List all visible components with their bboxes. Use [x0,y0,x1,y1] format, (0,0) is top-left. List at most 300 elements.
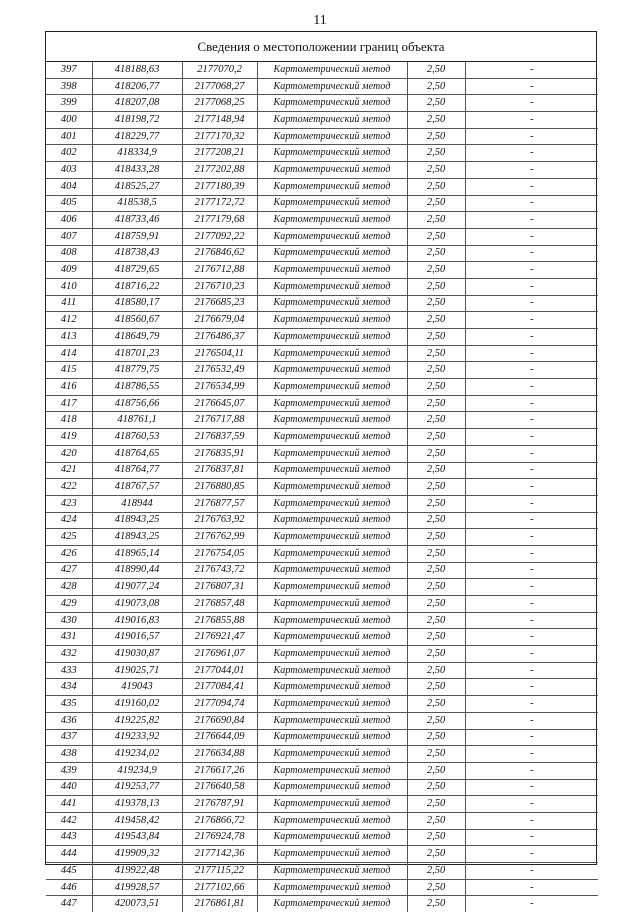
table-row [46,529,598,546]
x-coordinate-cell: 418943,25 [92,529,182,546]
point-number-cell: 439 [46,762,92,779]
table-row [46,879,598,896]
accuracy-cell: 2,50 [407,312,465,329]
x-coordinate-cell: 418729,65 [92,262,182,279]
x-coordinate-cell: 419234,9 [92,762,182,779]
x-coordinate-cell: 418580,17 [92,295,182,312]
accuracy-cell: 2,50 [407,512,465,529]
method-cell: Картометрический метод [257,562,407,579]
y-coordinate-cell: 2176504,11 [182,345,257,362]
coordinates-table [46,62,598,912]
accuracy-cell: 2,50 [407,712,465,729]
accuracy-cell: 2,50 [407,112,465,129]
accuracy-cell: 2,50 [407,362,465,379]
x-coordinate-cell: 419073,08 [92,596,182,613]
method-cell: Картометрический метод [257,412,407,429]
table-row [46,712,598,729]
y-coordinate-cell: 2176837,81 [182,462,257,479]
point-number-cell: 440 [46,779,92,796]
accuracy-cell: 2,50 [407,145,465,162]
note-cell: - [465,796,598,813]
note-cell: - [465,495,598,512]
y-coordinate-cell: 2176924,78 [182,829,257,846]
accuracy-cell: 2,50 [407,278,465,295]
method-cell: Картометрический метод [257,295,407,312]
point-number-cell: 416 [46,379,92,396]
y-coordinate-cell: 2176866,72 [182,812,257,829]
note-cell: - [465,162,598,179]
note-cell: - [465,445,598,462]
point-number-cell: 399 [46,95,92,112]
table-row [46,162,598,179]
point-number-cell: 420 [46,445,92,462]
accuracy-cell: 2,50 [407,195,465,212]
method-cell: Картометрический метод [257,312,407,329]
x-coordinate-cell: 418761,1 [92,412,182,429]
table-row [46,112,598,129]
table-row [46,145,598,162]
accuracy-cell: 2,50 [407,596,465,613]
table-row [46,245,598,262]
method-cell: Картометрический метод [257,195,407,212]
table-row [46,429,598,446]
table-row [46,579,598,596]
x-coordinate-cell: 420073,51 [92,896,182,912]
table-row [46,495,598,512]
note-cell: - [465,562,598,579]
table-row [46,629,598,646]
method-cell: Картометрический метод [257,696,407,713]
y-coordinate-cell: 2177102,66 [182,879,257,896]
note-cell: - [465,362,598,379]
note-cell: - [465,462,598,479]
point-number-cell: 425 [46,529,92,546]
x-coordinate-cell: 418786,55 [92,379,182,396]
note-cell: - [465,646,598,663]
method-cell: Картометрический метод [257,162,407,179]
point-number-cell: 444 [46,846,92,863]
point-number-cell: 410 [46,278,92,295]
note-cell: - [465,112,598,129]
accuracy-cell: 2,50 [407,245,465,262]
method-cell: Картометрический метод [257,245,407,262]
table-row [46,746,598,763]
point-number-cell: 419 [46,429,92,446]
note-cell: - [465,128,598,145]
x-coordinate-cell: 419016,57 [92,629,182,646]
note-cell: - [465,696,598,713]
method-cell: Картометрический метод [257,112,407,129]
method-cell: Картометрический метод [257,646,407,663]
y-coordinate-cell: 2176787,91 [182,796,257,813]
method-cell: Картометрический метод [257,95,407,112]
x-coordinate-cell: 418944 [92,495,182,512]
x-coordinate-cell: 419543,84 [92,829,182,846]
table-row [46,262,598,279]
x-coordinate-cell: 418759,91 [92,228,182,245]
table-row [46,562,598,579]
x-coordinate-cell: 418188,63 [92,62,182,78]
method-cell: Картометрический метод [257,762,407,779]
accuracy-cell: 2,50 [407,262,465,279]
accuracy-cell: 2,50 [407,62,465,78]
table-row [46,812,598,829]
note-cell: - [465,712,598,729]
y-coordinate-cell: 2177202,88 [182,162,257,179]
y-coordinate-cell: 2177142,36 [182,846,257,863]
table-row [46,479,598,496]
coordinates-table-frame [45,31,597,910]
point-number-cell: 402 [46,145,92,162]
method-cell: Картометрический метод [257,629,407,646]
y-coordinate-cell: 2176861,81 [182,896,257,912]
table-row [46,846,598,863]
y-coordinate-cell: 2176679,04 [182,312,257,329]
note-cell: - [465,662,598,679]
table-body [46,62,598,912]
y-coordinate-cell: 2176877,57 [182,495,257,512]
x-coordinate-cell: 418198,72 [92,112,182,129]
accuracy-cell: 2,50 [407,529,465,546]
table-row [46,228,598,245]
accuracy-cell: 2,50 [407,479,465,496]
x-coordinate-cell: 419458,42 [92,812,182,829]
y-coordinate-cell: 2176807,31 [182,579,257,596]
accuracy-cell: 2,50 [407,746,465,763]
y-coordinate-cell: 2177068,27 [182,78,257,95]
point-number-cell: 434 [46,679,92,696]
note-cell: - [465,312,598,329]
method-cell: Картометрический метод [257,879,407,896]
point-number-cell: 421 [46,462,92,479]
table-row [46,696,598,713]
note-cell: - [465,679,598,696]
x-coordinate-cell: 418764,65 [92,445,182,462]
table-title: Сведения о местоположении границ объекта [46,32,596,62]
accuracy-cell: 2,50 [407,162,465,179]
point-number-cell: 435 [46,696,92,713]
method-cell: Картометрический метод [257,495,407,512]
note-cell: - [465,278,598,295]
accuracy-cell: 2,50 [407,128,465,145]
y-coordinate-cell: 2176835,91 [182,445,257,462]
y-coordinate-cell: 2176961,07 [182,646,257,663]
table-row [46,178,598,195]
note-cell: - [465,879,598,896]
y-coordinate-cell: 2176644,09 [182,729,257,746]
table-row [46,762,598,779]
note-cell: - [465,262,598,279]
method-cell: Картометрический метод [257,545,407,562]
point-number-cell: 401 [46,128,92,145]
table-row [46,379,598,396]
table-row [46,295,598,312]
x-coordinate-cell: 419030,87 [92,646,182,663]
table-row [46,278,598,295]
x-coordinate-cell: 418943,25 [92,512,182,529]
y-coordinate-cell: 2177172,72 [182,195,257,212]
point-number-cell: 412 [46,312,92,329]
point-number-cell: 437 [46,729,92,746]
accuracy-cell: 2,50 [407,395,465,412]
note-cell: - [465,846,598,863]
note-cell: - [465,145,598,162]
table-row [46,545,598,562]
note-cell: - [465,729,598,746]
method-cell: Картометрический метод [257,429,407,446]
point-number-cell: 411 [46,295,92,312]
y-coordinate-cell: 2176717,88 [182,412,257,429]
note-cell: - [465,178,598,195]
table-row [46,729,598,746]
method-cell: Картометрический метод [257,779,407,796]
note-cell: - [465,329,598,346]
point-number-cell: 414 [46,345,92,362]
accuracy-cell: 2,50 [407,212,465,229]
accuracy-cell: 2,50 [407,95,465,112]
accuracy-cell: 2,50 [407,495,465,512]
method-cell: Картометрический метод [257,178,407,195]
note-cell: - [465,629,598,646]
x-coordinate-cell: 418756,66 [92,395,182,412]
accuracy-cell: 2,50 [407,863,465,880]
accuracy-cell: 2,50 [407,579,465,596]
accuracy-cell: 2,50 [407,662,465,679]
y-coordinate-cell: 2177179,68 [182,212,257,229]
y-coordinate-cell: 2177148,94 [182,112,257,129]
y-coordinate-cell: 2177070,2 [182,62,257,78]
point-number-cell: 406 [46,212,92,229]
y-coordinate-cell: 2177092,22 [182,228,257,245]
note-cell: - [465,612,598,629]
accuracy-cell: 2,50 [407,228,465,245]
point-number-cell: 398 [46,78,92,95]
point-number-cell: 423 [46,495,92,512]
point-number-cell: 442 [46,812,92,829]
table-row [46,829,598,846]
note-cell: - [465,95,598,112]
note-cell: - [465,228,598,245]
y-coordinate-cell: 2177170,32 [182,128,257,145]
accuracy-cell: 2,50 [407,696,465,713]
y-coordinate-cell: 2177094,74 [182,696,257,713]
x-coordinate-cell: 419160,02 [92,696,182,713]
accuracy-cell: 2,50 [407,329,465,346]
x-coordinate-cell: 419233,92 [92,729,182,746]
x-coordinate-cell: 419043 [92,679,182,696]
accuracy-cell: 2,50 [407,78,465,95]
point-number-cell: 428 [46,579,92,596]
y-coordinate-cell: 2177084,41 [182,679,257,696]
accuracy-cell: 2,50 [407,829,465,846]
note-cell: - [465,62,598,78]
y-coordinate-cell: 2176534,99 [182,379,257,396]
accuracy-cell: 2,50 [407,629,465,646]
note-cell: - [465,295,598,312]
accuracy-cell: 2,50 [407,896,465,912]
method-cell: Картометрический метод [257,445,407,462]
accuracy-cell: 2,50 [407,178,465,195]
method-cell: Картометрический метод [257,395,407,412]
table-row [46,779,598,796]
table-row [46,462,598,479]
accuracy-cell: 2,50 [407,445,465,462]
note-cell: - [465,545,598,562]
note-cell: - [465,579,598,596]
point-number-cell: 429 [46,596,92,613]
method-cell: Картометрический метод [257,612,407,629]
accuracy-cell: 2,50 [407,796,465,813]
method-cell: Картометрический метод [257,262,407,279]
point-number-cell: 418 [46,412,92,429]
point-number-cell: 397 [46,62,92,78]
table-row [46,62,598,78]
method-cell: Картометрический метод [257,379,407,396]
point-number-cell: 403 [46,162,92,179]
accuracy-cell: 2,50 [407,379,465,396]
y-coordinate-cell: 2176762,99 [182,529,257,546]
point-number-cell: 413 [46,329,92,346]
method-cell: Картометрический метод [257,579,407,596]
note-cell: - [465,746,598,763]
x-coordinate-cell: 419077,24 [92,579,182,596]
method-cell: Картометрический метод [257,512,407,529]
y-coordinate-cell: 2177180,39 [182,178,257,195]
method-cell: Картометрический метод [257,145,407,162]
method-cell: Картометрический метод [257,78,407,95]
x-coordinate-cell: 419234,02 [92,746,182,763]
y-coordinate-cell: 2176710,23 [182,278,257,295]
y-coordinate-cell: 2177068,25 [182,95,257,112]
x-coordinate-cell: 418433,28 [92,162,182,179]
y-coordinate-cell: 2176685,23 [182,295,257,312]
table-row [46,412,598,429]
note-cell: - [465,412,598,429]
method-cell: Картометрический метод [257,212,407,229]
point-number-cell: 438 [46,746,92,763]
method-cell: Картометрический метод [257,812,407,829]
note-cell: - [465,395,598,412]
y-coordinate-cell: 2176690,84 [182,712,257,729]
method-cell: Картометрический метод [257,278,407,295]
point-number-cell: 447 [46,896,92,912]
x-coordinate-cell: 418779,75 [92,362,182,379]
accuracy-cell: 2,50 [407,345,465,362]
point-number-cell: 426 [46,545,92,562]
accuracy-cell: 2,50 [407,879,465,896]
method-cell: Картометрический метод [257,362,407,379]
point-number-cell: 436 [46,712,92,729]
note-cell: - [465,596,598,613]
x-coordinate-cell: 418760,53 [92,429,182,446]
x-coordinate-cell: 418965,14 [92,545,182,562]
table-row [46,512,598,529]
table-row [46,679,598,696]
accuracy-cell: 2,50 [407,729,465,746]
y-coordinate-cell: 2176855,88 [182,612,257,629]
method-cell: Картометрический метод [257,846,407,863]
method-cell: Картометрический метод [257,329,407,346]
point-number-cell: 405 [46,195,92,212]
x-coordinate-cell: 419253,77 [92,779,182,796]
x-coordinate-cell: 418525,27 [92,178,182,195]
note-cell: - [465,812,598,829]
point-number-cell: 424 [46,512,92,529]
x-coordinate-cell: 418733,46 [92,212,182,229]
y-coordinate-cell: 2176645,07 [182,395,257,412]
x-coordinate-cell: 419025,71 [92,662,182,679]
table-row [46,329,598,346]
x-coordinate-cell: 419928,57 [92,879,182,896]
table-row [46,646,598,663]
accuracy-cell: 2,50 [407,562,465,579]
note-cell: - [465,512,598,529]
note-cell: - [465,245,598,262]
method-cell: Картометрический метод [257,829,407,846]
point-number-cell: 408 [46,245,92,262]
note-cell: - [465,212,598,229]
accuracy-cell: 2,50 [407,846,465,863]
accuracy-cell: 2,50 [407,679,465,696]
note-cell: - [465,429,598,446]
note-cell: - [465,479,598,496]
method-cell: Картометрический метод [257,529,407,546]
method-cell: Картометрический метод [257,345,407,362]
method-cell: Картометрический метод [257,896,407,912]
y-coordinate-cell: 2176634,88 [182,746,257,763]
point-number-cell: 432 [46,646,92,663]
y-coordinate-cell: 2176857,48 [182,596,257,613]
method-cell: Картометрический метод [257,662,407,679]
table-row [46,128,598,145]
point-number-cell: 446 [46,879,92,896]
x-coordinate-cell: 418538,5 [92,195,182,212]
point-number-cell: 441 [46,796,92,813]
x-coordinate-cell: 419225,82 [92,712,182,729]
note-cell: - [465,896,598,912]
note-cell: - [465,345,598,362]
x-coordinate-cell: 418649,79 [92,329,182,346]
page-number: 11 [313,13,327,28]
method-cell: Картометрический метод [257,62,407,78]
note-cell: - [465,762,598,779]
table-row [46,896,598,912]
method-cell: Картометрический метод [257,729,407,746]
table-row [46,445,598,462]
point-number-cell: 445 [46,863,92,880]
method-cell: Картометрический метод [257,679,407,696]
x-coordinate-cell: 419909,32 [92,846,182,863]
x-coordinate-cell: 418716,22 [92,278,182,295]
y-coordinate-cell: 2176763,92 [182,512,257,529]
method-cell: Картометрический метод [257,479,407,496]
y-coordinate-cell: 2176532,49 [182,362,257,379]
table-row [46,345,598,362]
table-row [46,796,598,813]
table-row [46,78,598,95]
accuracy-cell: 2,50 [407,779,465,796]
y-coordinate-cell: 2176640,58 [182,779,257,796]
table-row [46,596,598,613]
note-cell: - [465,379,598,396]
method-cell: Картометрический метод [257,128,407,145]
point-number-cell: 430 [46,612,92,629]
accuracy-cell: 2,50 [407,295,465,312]
accuracy-cell: 2,50 [407,762,465,779]
x-coordinate-cell: 419016,83 [92,612,182,629]
method-cell: Картометрический метод [257,462,407,479]
y-coordinate-cell: 2176754,05 [182,545,257,562]
